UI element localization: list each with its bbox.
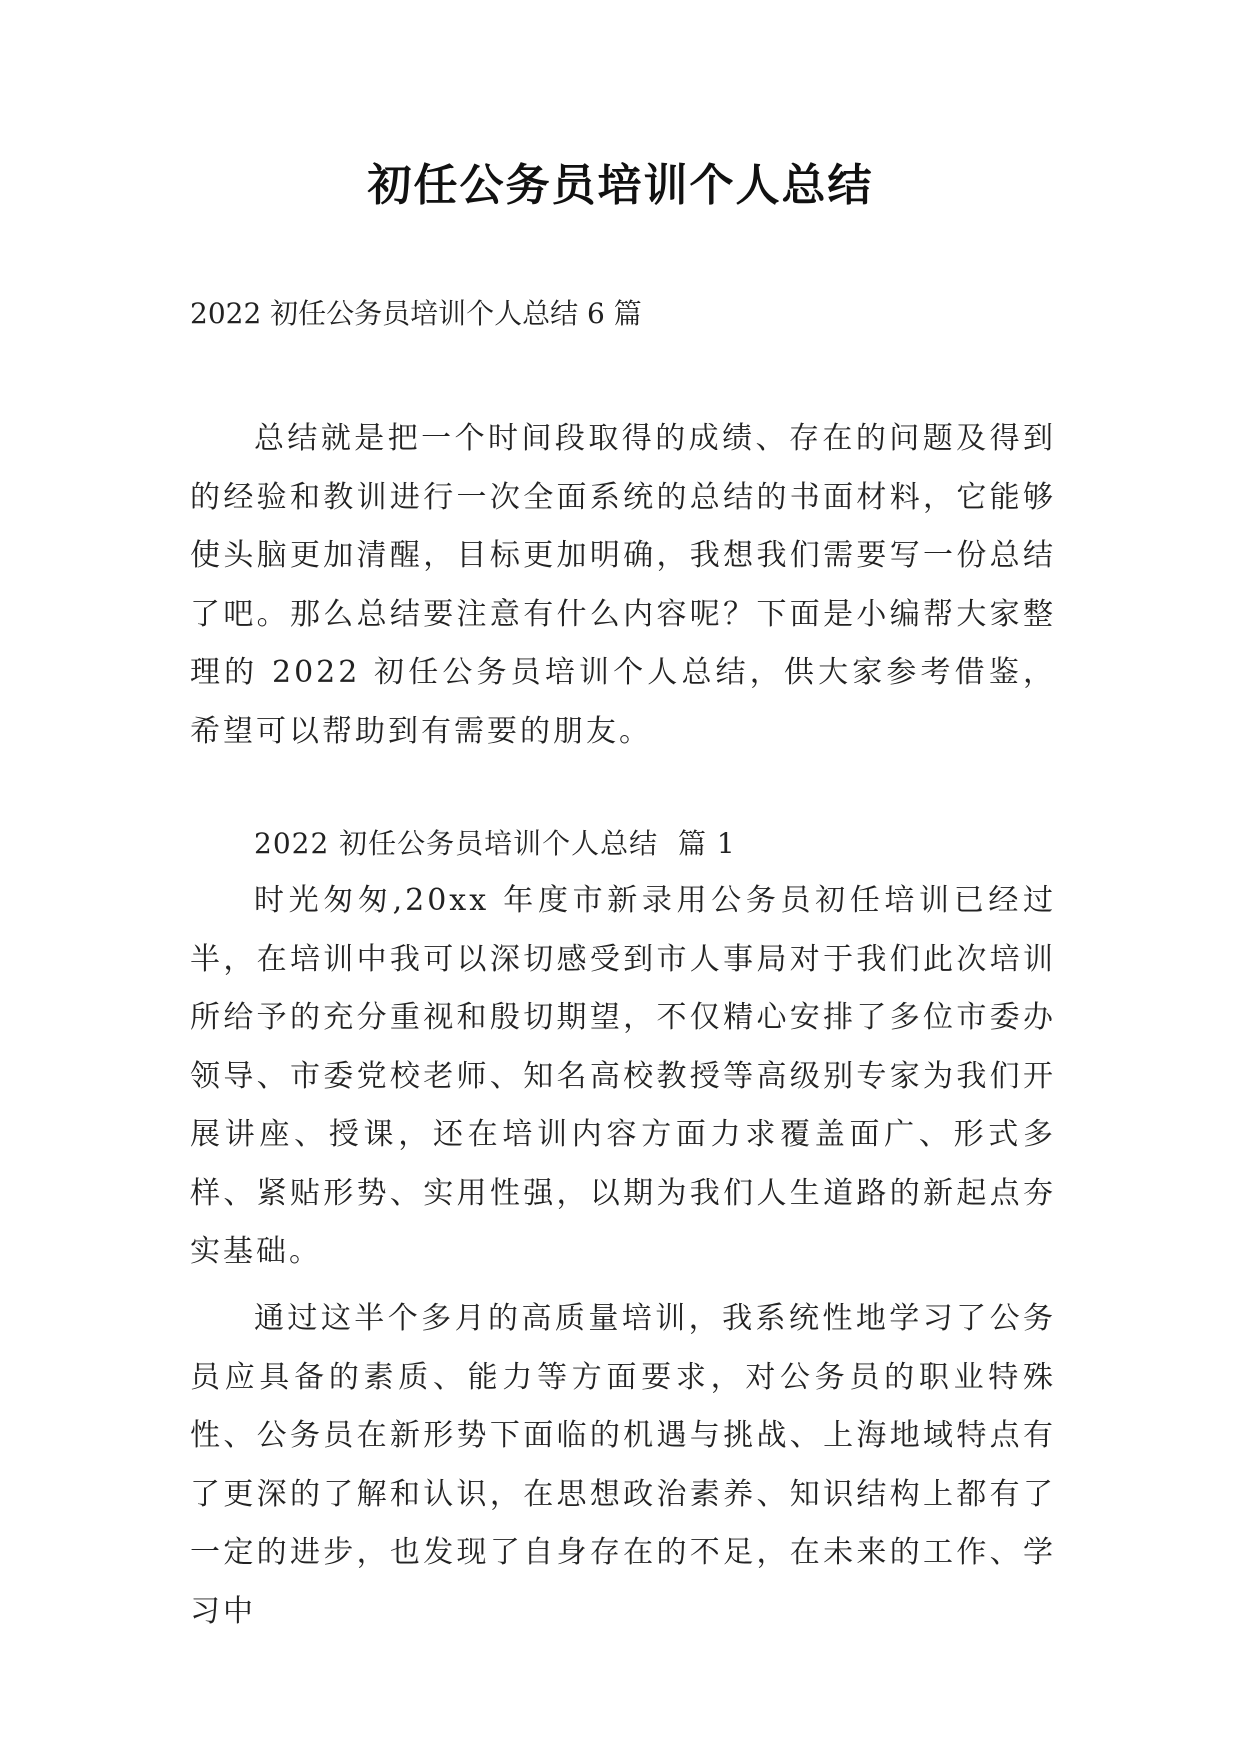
document-subtitle: 2022 初任公务员培训个人总结 6 篇 — [190, 297, 642, 330]
intro-paragraph: 总结就是把一个时间段取得的成绩、存在的问题及得到的经验和教训进行一次全面系统的总结的书面材料，它能够使头脑更加清醒，目标更加明确，我想我们需要写一份总结了吧。那么总结要注意有什么内容呢？下面是小编帮大家整理的 2022 初任公务员培训个人总结，供大家参考借鉴，希望可以帮助到有需要的朋友。 — [190, 421, 1056, 749]
section-heading: 2022 初任公务员培训个人总结 篇 1 — [254, 827, 736, 860]
body-paragraph-2: 通过这半个多月的高质量培训，我系统性地学习了公务员应具备的素质、能力等方面要求，对公务员的职业特殊性、公务员在新形势下面临的机遇与挑战、上海地域特点有了更深的了解和认识，在思想政治素养、知识结构上都有了一定的进步，也发现了自身存在的不足，在未来的工作、学习中 — [190, 1301, 1056, 1629]
body-paragraph-1: 时光匆匆,20xx 年度市新录用公务员初任培训已经过半，在培训中我可以深切感受到市人事局对于我们此次培训所给予的充分重视和殷切期望，不仅精心安排了多位市委办领导、市委党校老师、知名高校教授等高级别专家为我们开展讲座、授课，还在培训内容方面力求覆盖面广、形式多样、紧贴形势、实用性强，以期为我们人生道路的新起点夯实基础。 — [190, 883, 1056, 1269]
document-title: 初任公务员培训个人总结 — [367, 160, 874, 211]
